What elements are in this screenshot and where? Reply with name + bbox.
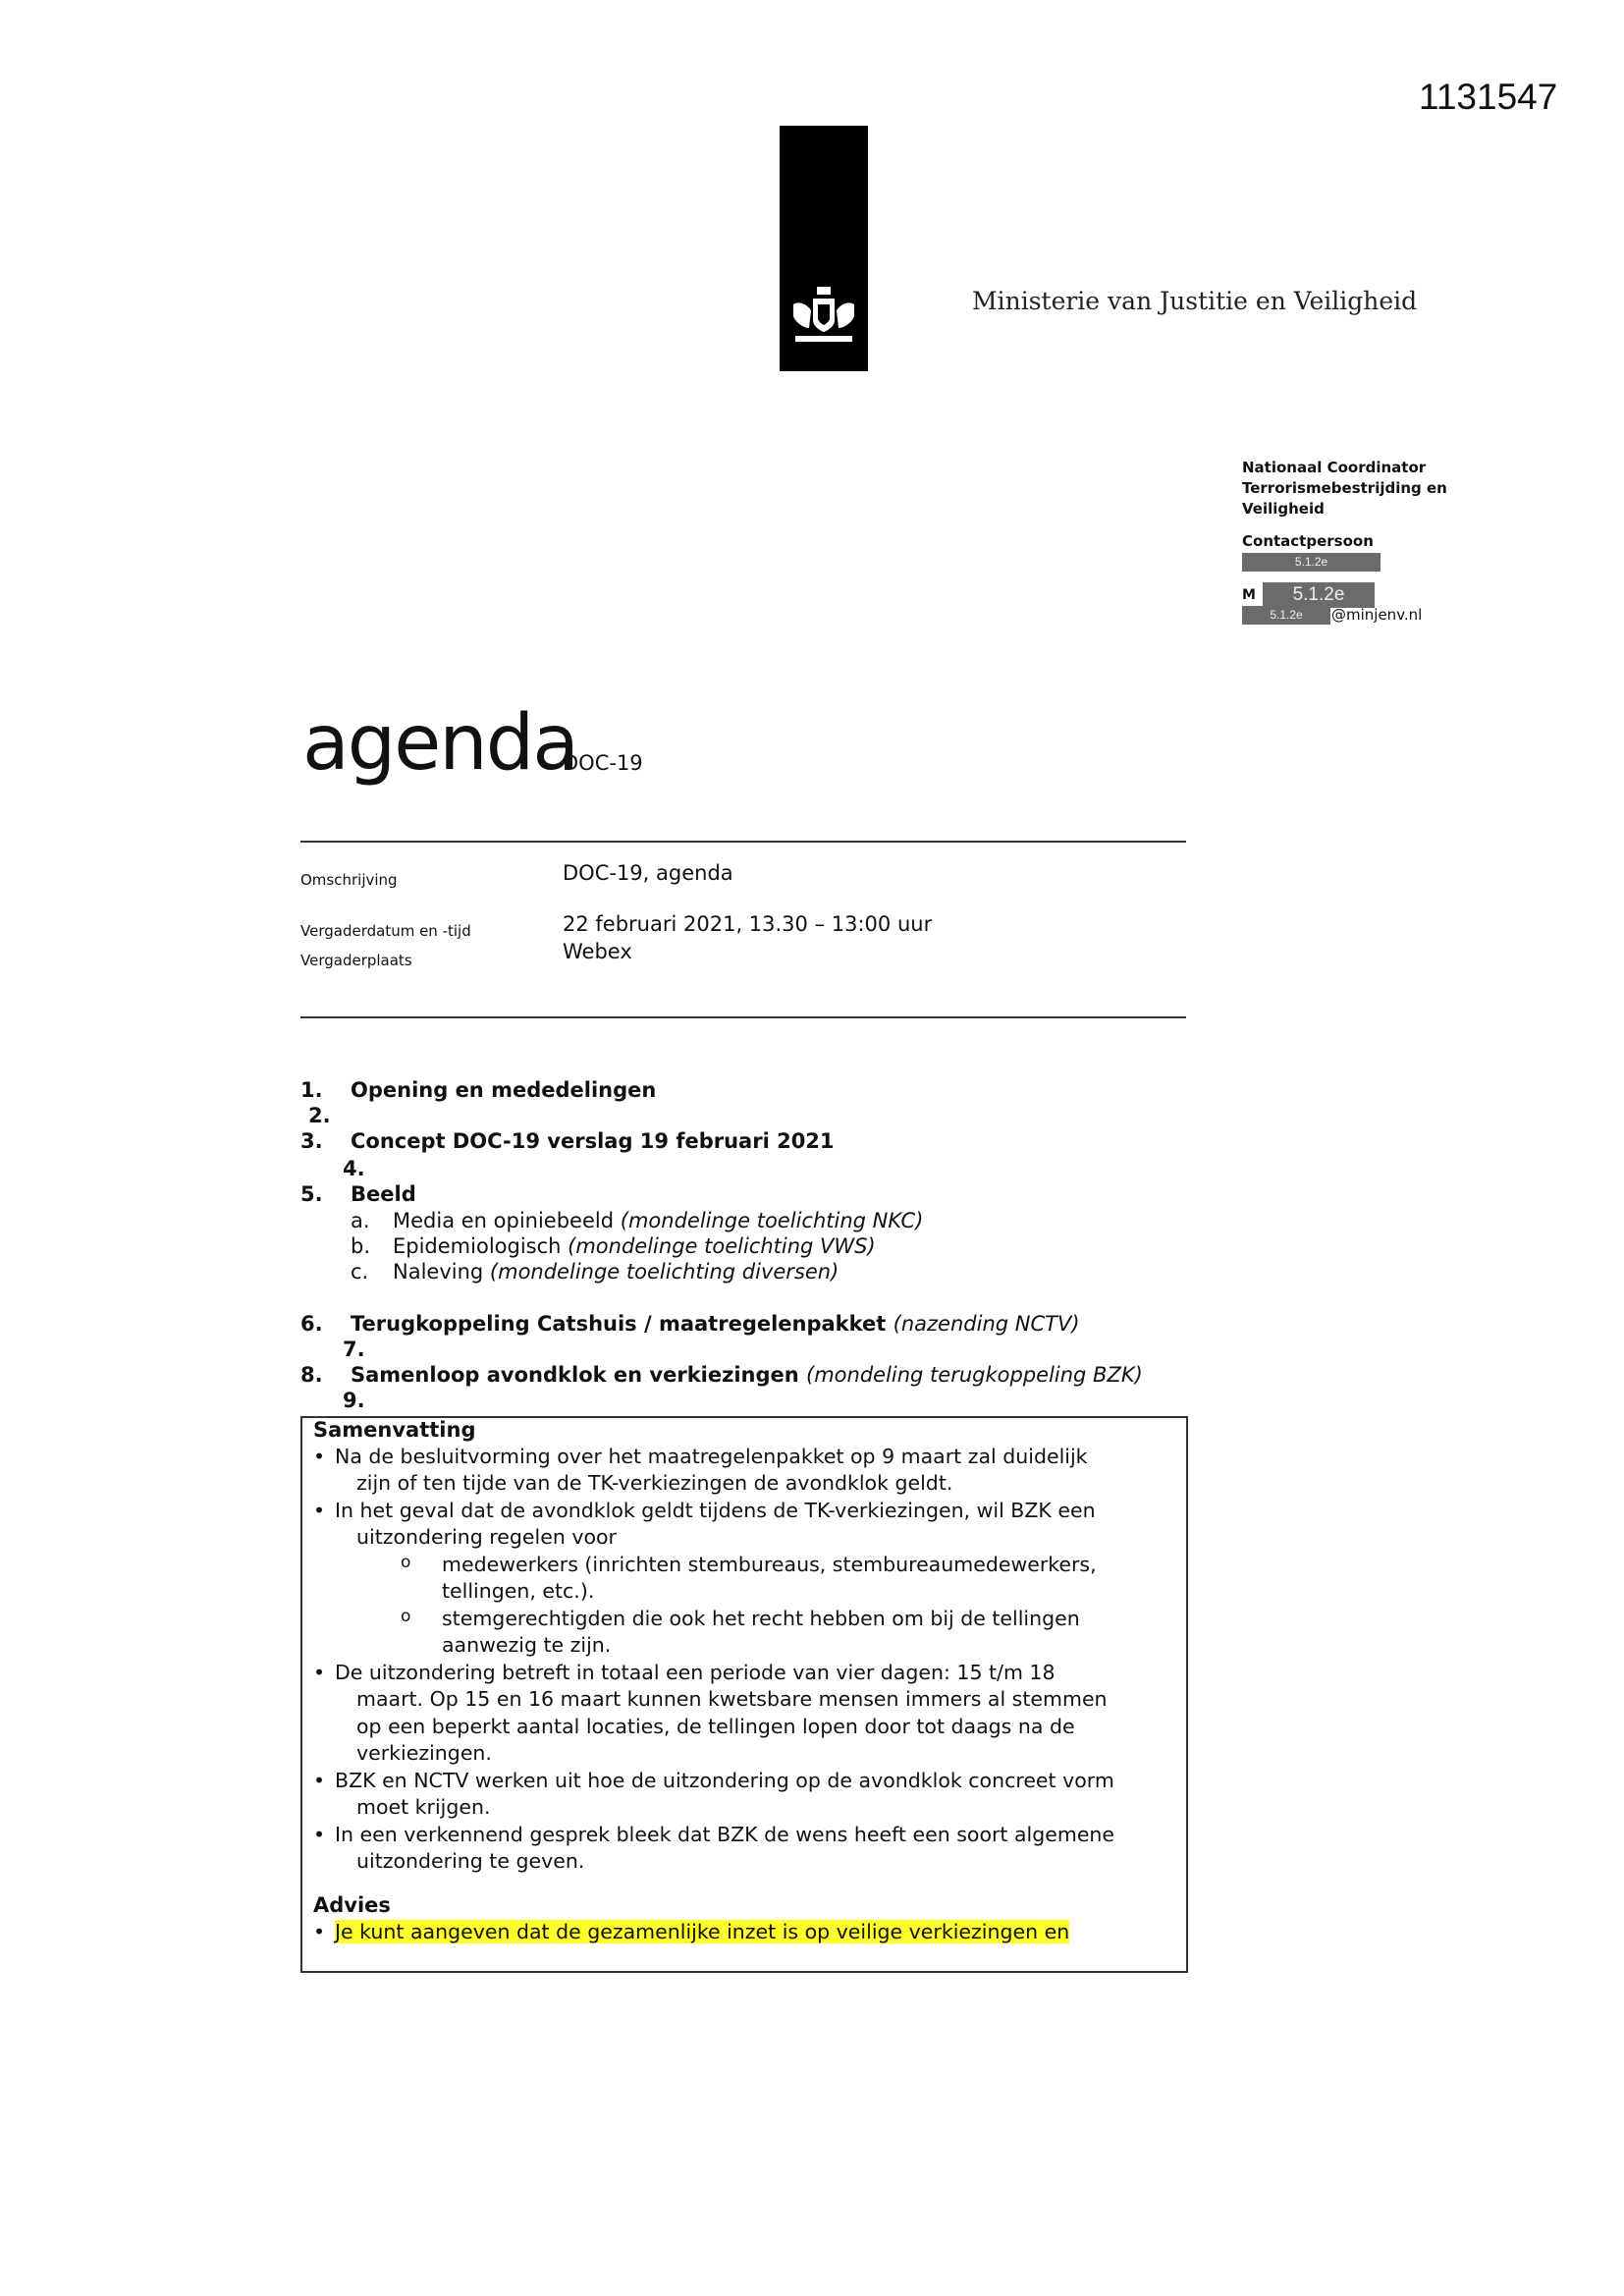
meta-value: DOC-19, agenda — [563, 861, 733, 885]
summary-line: stemgerechtigden die ook het recht hebben om bij de tellingen — [442, 1607, 1080, 1630]
sender-org-line: Terrorismebestrijding en — [1242, 479, 1447, 497]
item-number: 3. — [300, 1129, 323, 1153]
meta-label: Vergaderdatum en -tijd — [300, 922, 471, 940]
bullet: • — [313, 1920, 326, 1943]
summary-line: In het geval dat de avondklok geldt tijdens de TK-verkiezingen, wil BZK een — [335, 1499, 1096, 1522]
sub-item-text: Naleving — [393, 1260, 484, 1284]
email-domain: @minjenv.nl — [1331, 606, 1423, 624]
item-title: Terugkoppeling Catshuis / maatregelenpakket — [351, 1312, 887, 1336]
meta-value: 22 februari 2021, 13.30 – 13:00 uur — [563, 912, 933, 936]
summary-line: maart. Op 15 en 16 maart kunnen kwetsbare mensen immers al stemmen — [356, 1687, 1108, 1711]
item-number: 2. — [308, 1104, 331, 1127]
summary-line: uitzondering te geven. — [356, 1849, 585, 1873]
contact-label: Contactpersoon — [1242, 532, 1374, 550]
bullet: • — [313, 1445, 326, 1468]
document-title: agenda — [302, 699, 578, 788]
agenda-item — [351, 1182, 416, 1206]
item-note: (mondeling terugkoppeling BZK) — [806, 1363, 1143, 1387]
agenda-item — [351, 1129, 835, 1153]
sub-item-letter: a. — [351, 1209, 370, 1232]
sub-item-text: Media en opiniebeeld — [393, 1209, 615, 1232]
bullet: • — [313, 1499, 326, 1522]
agenda-item — [351, 1363, 1143, 1387]
summary-line: BZK en NCTV werken uit hoe de uitzondering op de avondklok concreet vorm — [335, 1769, 1114, 1792]
sender-org-line: Nationaal Coordinator — [1242, 459, 1427, 476]
meta-value: Webex — [563, 940, 632, 963]
sub-item — [393, 1260, 839, 1284]
item-title: Opening en mededelingen — [351, 1078, 657, 1102]
divider — [300, 841, 1186, 843]
summary-line: De uitzondering betreft in totaal een periode van vier dagen: 15 t/m 18 — [335, 1661, 1056, 1684]
sub-item-letter: c. — [351, 1260, 369, 1284]
item-number: 7. — [343, 1338, 365, 1361]
sub-item-text: Epidemiologisch — [393, 1234, 562, 1258]
summary-box — [300, 1416, 1188, 1973]
summary-line: zijn of ten tijde van de TK-verkiezingen de avondklok geldt. — [356, 1471, 953, 1495]
sender-org-line: Veiligheid — [1242, 500, 1325, 518]
sub-item-letter: b. — [351, 1234, 371, 1258]
item-number: 1. — [300, 1078, 323, 1102]
summary-line: moet krijgen. — [356, 1795, 491, 1819]
summary-line: aanwezig te zijn. — [442, 1633, 612, 1657]
summary-line: medewerkers (inrichten stembureaus, stembureaumedewerkers, — [442, 1553, 1097, 1576]
item-title: Concept DOC-19 verslag 19 februari 2021 — [351, 1129, 835, 1153]
item-number: 4. — [343, 1157, 365, 1180]
item-number: 9. — [343, 1389, 365, 1412]
sub-bullet: o — [401, 1553, 411, 1572]
document-number: 1131547 — [1419, 77, 1558, 117]
sub-item — [393, 1209, 923, 1232]
summary-line: op een beperkt aantal locaties, de tellingen lopen door tot daags na de — [356, 1715, 1075, 1738]
summary-line: verkiezingen. — [356, 1741, 492, 1765]
sub-bullet: o — [401, 1607, 411, 1626]
contact-redaction: 5.1.2e — [1242, 553, 1380, 572]
meta-label: Omschrijving — [300, 871, 398, 889]
sub-item-note: (mondelinge toelichting NKC) — [620, 1209, 924, 1232]
agenda-item — [351, 1312, 1080, 1336]
summary-line: uitzondering regelen voor — [356, 1525, 617, 1549]
bullet: • — [313, 1661, 326, 1684]
logo — [780, 126, 868, 371]
email-redaction: 5.1.2e — [1242, 606, 1330, 625]
item-title: Beeld — [351, 1182, 416, 1206]
summary-heading: Samenvatting — [313, 1418, 476, 1442]
advice-line-highlighted: Je kunt aangeven dat de gezamenlijke inzet is op veilige verkiezingen en — [335, 1920, 1070, 1943]
meta-label: Vergaderplaats — [300, 952, 412, 969]
bullet: • — [313, 1823, 326, 1846]
item-number: 8. — [300, 1363, 323, 1387]
sub-item — [393, 1234, 876, 1258]
item-title: Samenloop avondklok en verkiezingen — [351, 1363, 799, 1387]
bullet: • — [313, 1769, 326, 1792]
summary-line: Na de besluitvorming over het maatregelenpakket op 9 maart zal duidelijk — [335, 1445, 1088, 1468]
ministry-name: Ministerie van Justitie en Veiligheid — [972, 287, 1418, 315]
sub-item-note: (mondelinge toelichting diversen) — [489, 1260, 839, 1284]
mobile-redaction: 5.1.2e — [1263, 582, 1375, 608]
advice-heading: Advies — [313, 1893, 391, 1917]
item-note: (nazending NCTV) — [893, 1312, 1080, 1336]
coat-of-arms-icon — [785, 283, 862, 352]
item-number: 5. — [300, 1182, 323, 1206]
agenda-item — [351, 1078, 656, 1102]
divider — [300, 1016, 1186, 1018]
summary-line: In een verkennend gesprek bleek dat BZK de wens heeft een soort algemene — [335, 1823, 1115, 1846]
item-number: 6. — [300, 1312, 323, 1336]
mobile-label: M — [1242, 587, 1256, 603]
document-subtitle: DOC-19 — [563, 751, 643, 775]
summary-line: tellingen, etc.). — [442, 1579, 595, 1603]
sub-item-note: (mondelinge toelichting VWS) — [568, 1234, 876, 1258]
